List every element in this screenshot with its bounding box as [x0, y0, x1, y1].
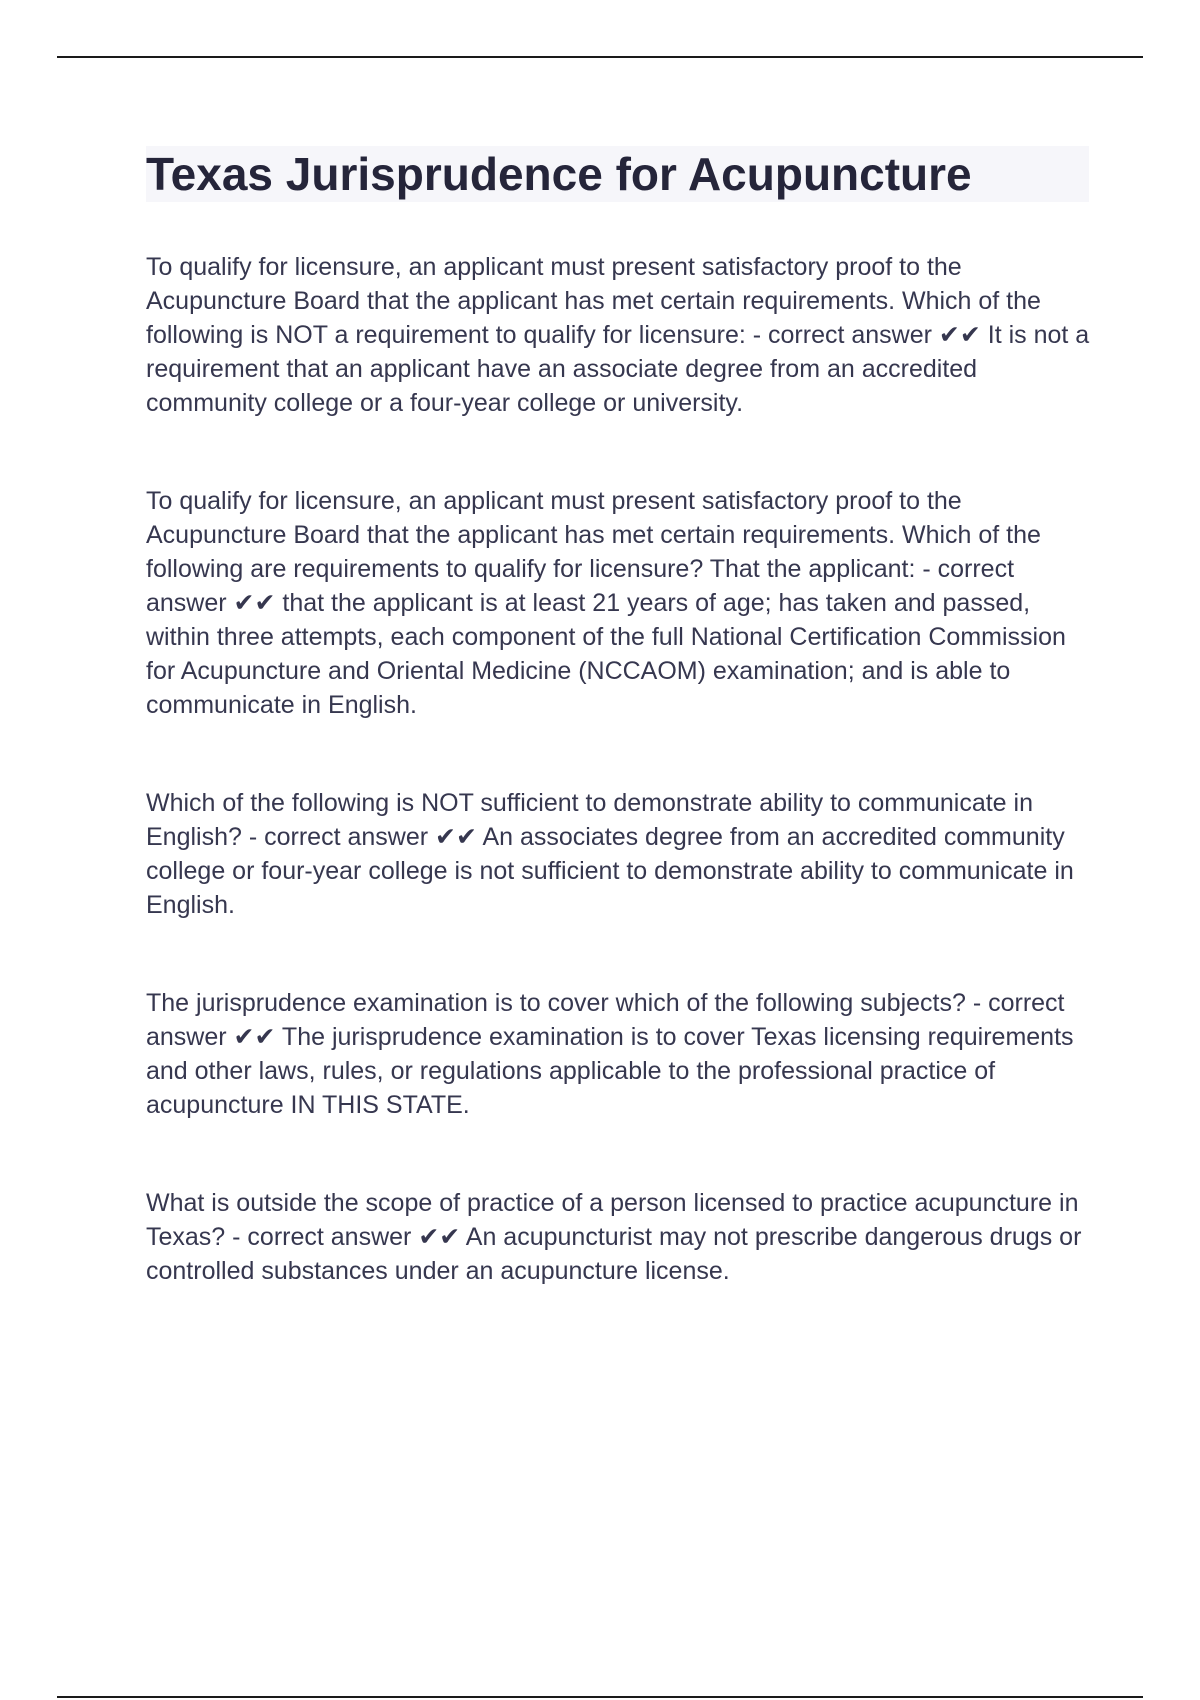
qa-item-4: The jurisprudence examination is to cover which of the following subjects? - correct answer ✔✔ The jurisprudence examination is to cover Texas licensing requirements and other laws, rules, or regulations applicable to the professional practice of acupuncture IN THIS STATE. [146, 989, 1074, 1119]
qa-item-5: What is outside the scope of practice of a person licensed to practice acupuncture in Texas? - correct answer ✔✔ An acupuncturist may not prescribe dangerous drugs or controlled substances under an acupuncture license. [146, 1189, 1082, 1285]
qa-item-3: Which of the following is NOT sufficient to demonstrate ability to communicate in English? - correct answer ✔✔ An associates degree from an accredited community college or four-year college is not sufficient to demonstrate ability to communicate in English. [146, 789, 1074, 919]
qa-item-2: To qualify for licensure, an applicant must present satisfactory proof to the Acupuncture Board that the applicant has met certain requirements. Which of the following are requirements to qualify for licensure? That the applicant: - correct answer ✔✔ that the applicant is at least 21 years of age; has taken and passed, within three attempts, each component of the full National Certification Commission for Acupuncture and Oriental Medicine (NCCAOM) examination; and is able to communicate in English. [146, 487, 1066, 719]
qa-list [146, 250, 1096, 1288]
top-rule [57, 56, 1143, 58]
qa-item-1: To qualify for licensure, an applicant must present satisfactory proof to the Acupuncture Board that the applicant has met certain requirements. Which of the following is NOT a requirement to qualify for licensure: - correct answer ✔✔ It is not a requirement that an applicant have an associate degree from an accredited community college or a four-year college or university. [146, 253, 1090, 417]
page-title: Texas Jurisprudence for Acupuncture [146, 148, 972, 200]
bottom-rule [57, 1696, 1143, 1698]
